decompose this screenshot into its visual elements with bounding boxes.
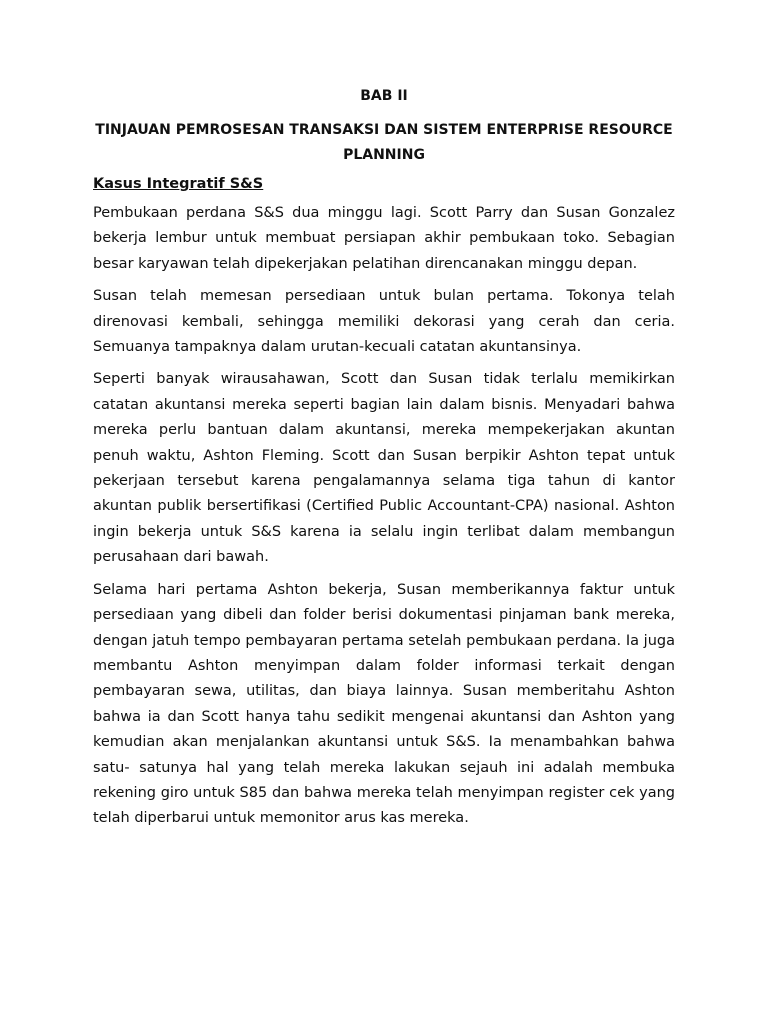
paragraph: Pembukaan perdana S&S dua minggu lagi. Scott Parry dan Susan Gonzalez bekerja lembur untuk membuat persiapan akhir pembukaan toko. Sebagian besar karyawan telah dipekerjakan pelatihan direncanakan minggu depan. — [93, 205, 675, 272]
paragraph: Selama hari pertama Ashton bekerja, Susan memberikannya faktur untuk persediaan yang dibeli dan folder berisi dokumentasi pinjaman bank mereka, dengan jatuh tempo pembayaran pertama setelah pembukaan perdana. Ia juga membantu Ashton menyimpan dalam folder informasi terkait dengan pembayaran sewa, utilitas, dan biaya lainnya. Susan memberitahu Ashton bahwa ia dan Scott hanya tahu sedikit mengenai akuntansi dan Ashton yang kemudian akan menjalankan akuntansi untuk S&S. Ia menambahkan bahwa satu- satunya hal yang telah mereka lakukan sejauh ini adalah membuka rekening giro untuk S85 dan bahwa mereka telah menyimpan register cek yang telah diperbarui untuk memonitor arus kas mereka. — [93, 581, 675, 827]
document-page — [93, 84, 675, 839]
chapter-heading: BAB II — [360, 88, 408, 104]
section-subtitle: Kasus Integratif S&S — [93, 176, 264, 192]
chapter-title: TINJAUAN PEMROSESAN TRANSAKSI DAN SISTEM ENTERPRISE RESOURCE PLANNING — [95, 122, 673, 163]
paragraph: Seperti banyak wirausahawan, Scott dan Susan tidak terlalu memikirkan catatan akuntansi mereka seperti bagian lain dalam bisnis. Menyadari bahwa mereka perlu bantuan dalam akuntansi, mereka mempekerjakan akuntan penuh waktu, Ashton Fleming. Scott dan Susan berpikir Ashton tepat untuk pekerjaan tersebut karena pengalamannya selama tiga tahun di kantor akuntan publik bersertifikasi (Certified Public Accountant-CPA) nasional. Ashton ingin bekerja untuk S&S karena ia selalu ingin terlibat dalam membangun perusahaan dari bawah. — [93, 371, 675, 566]
paragraph: Susan telah memesan persediaan untuk bulan pertama. Tokonya telah direnovasi kembali, sehingga memiliki dekorasi yang cerah dan ceria. Semuanya tampaknya dalam urutan-kecuali catatan akuntansinya. — [93, 288, 675, 356]
